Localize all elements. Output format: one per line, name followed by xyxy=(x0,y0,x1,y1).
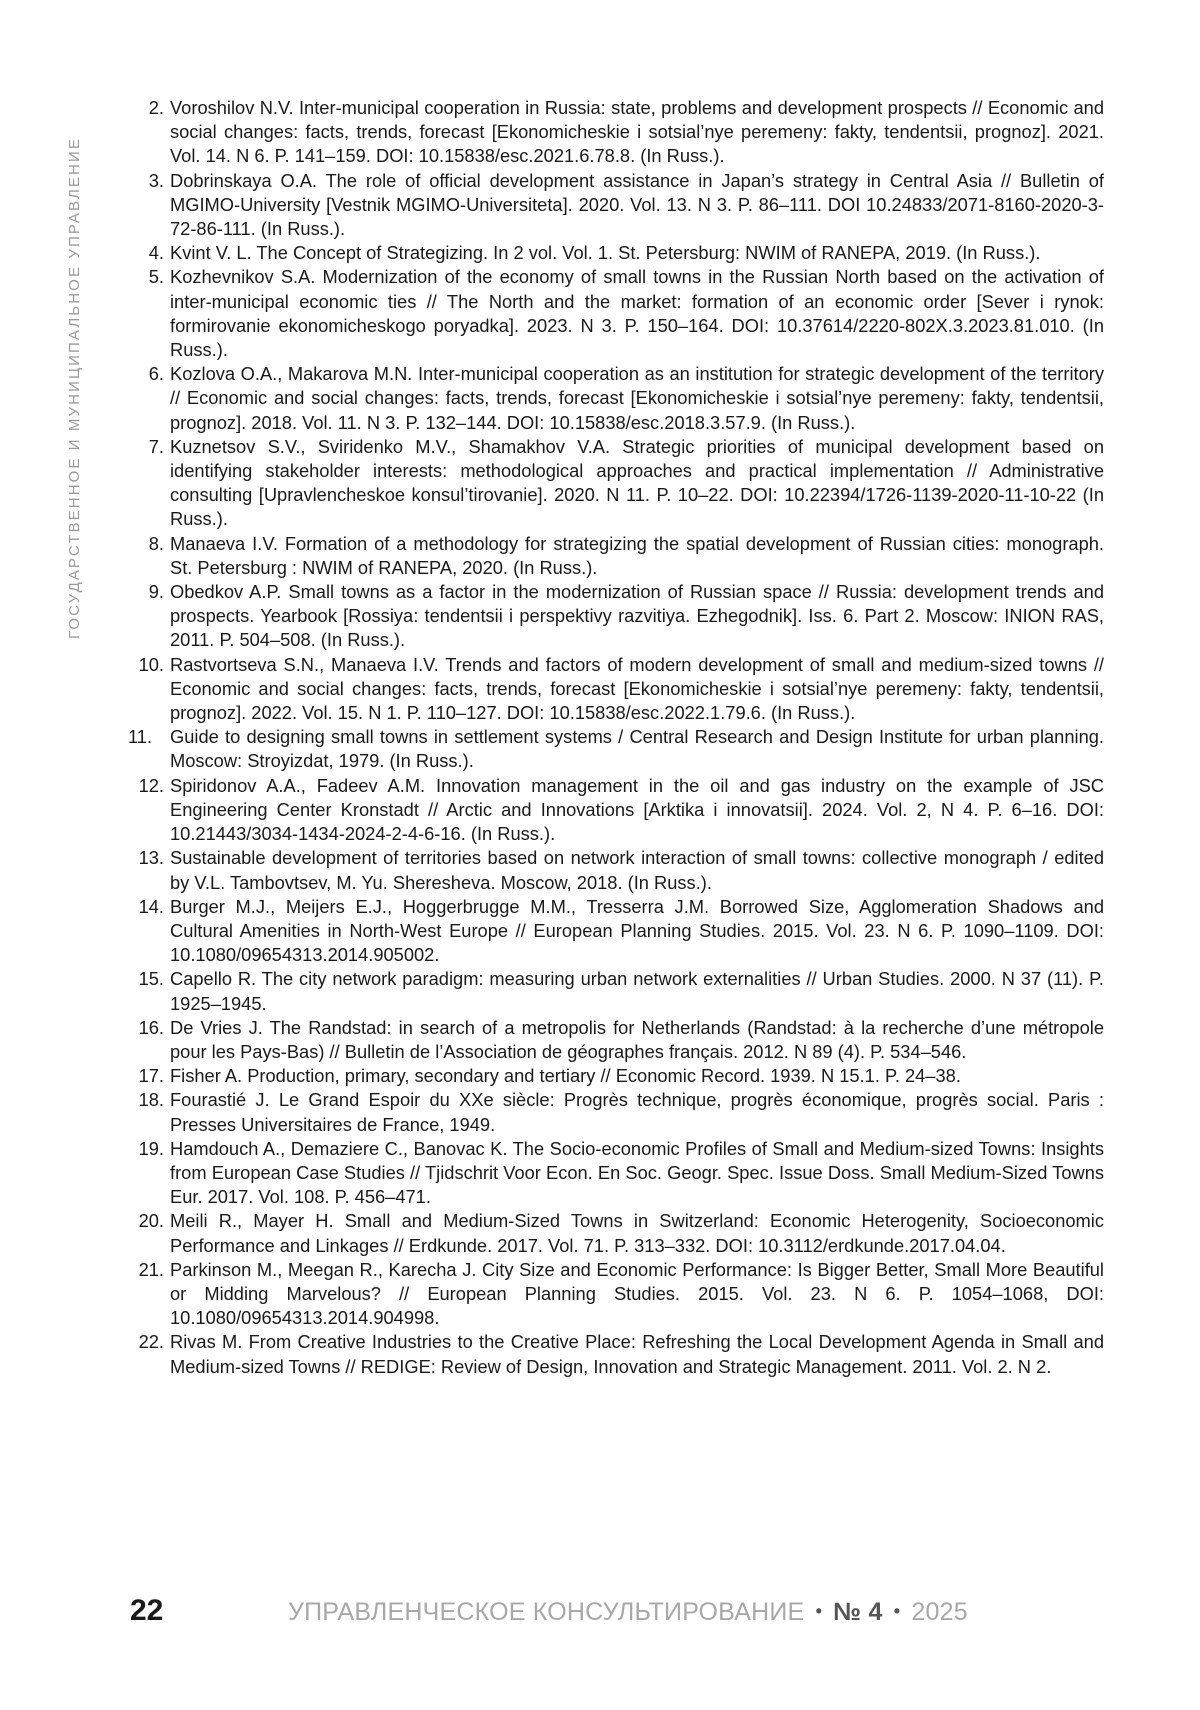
section-side-title-text: ГОСУДАРСТВЕННОЕ И МУНИЦИПАЛЬНОЕ УПРАВЛЕНИЕ xyxy=(66,98,83,678)
reference-text: Capello R. The city network paradigm: measuring urban network externalities // Urban Studies. 2000. N 37 (11). P. 1925–1945. xyxy=(170,968,1104,1013)
reference-item xyxy=(130,435,1104,532)
reference-item xyxy=(130,846,1104,894)
reference-number: 22. xyxy=(130,1330,164,1354)
reference-number: 16. xyxy=(130,1016,164,1040)
reference-item xyxy=(130,265,1104,362)
reference-item xyxy=(130,532,1104,580)
reference-item xyxy=(130,1209,1104,1257)
reference-text: Voroshilov N.V. Inter-municipal cooperation in Russia: state, problems and development prospects // Economic and social changes: facts, trends, forecast [Ekonomicheskie i sotsial’nye peremeny: fakty, tendentsii, prognoz]. 2021. Vol. 14. N 6. P. 141–159. DOI: 10.15838/esc.2021.6.78.8. (In Russ.). xyxy=(170,97,1104,166)
reference-number: 4. xyxy=(130,241,164,265)
reference-number: 7. xyxy=(130,435,164,459)
reference-number: 18. xyxy=(130,1088,164,1112)
reference-item xyxy=(130,967,1104,1015)
reference-item xyxy=(130,362,1104,435)
reference-text: Fourastié J. Le Grand Espoir du XXe siècle: Progrès technique, progrès économique, progrès social. Paris : Presses Universitaires de France, 1949. xyxy=(170,1089,1104,1134)
reference-number: 20. xyxy=(130,1209,164,1233)
section-side-title xyxy=(66,98,86,678)
reference-text: Hamdouch A., Demaziere C., Banovac K. The Socio-economic Profiles of Small and Medium-sized Towns: Insights from European Case Studies // Tjidschrit Voor Econ. En Soc. Geogr. Spec. Issue Doss. Small Medium-Sized Towns Eur. 2017. Vol. 108. P. 456–471. xyxy=(170,1138,1104,1207)
reference-number: 11. xyxy=(128,725,162,749)
reference-number: 8. xyxy=(130,532,164,556)
reference-number: 3. xyxy=(130,169,164,193)
reference-text: Spiridonov A.A., Fadeev A.M. Innovation management in the oil and gas industry on the example of JSC Engineering Center Kronstadt // Arctic and Innovations [Arktika i innovatsii]. 2024. Vol. 2, N 4. P. 6–16. DOI: 10.21443/3034-1434-2024-2-4-6-16. (In Russ.). xyxy=(170,775,1104,844)
reference-text: Burger M.J., Meijers E.J., Hoggerbrugge M.M., Tresserra J.M. Borrowed Size, Agglomeration Shadows and Cultural Amenities in North-West Europe // European Planning Studies. 2015. Vol. 23. N 6. P. 1090–1109. DOI: 10.1080/09654313.2014.905002. xyxy=(170,896,1104,965)
reference-number: 17. xyxy=(130,1064,164,1088)
reference-number: 13. xyxy=(130,846,164,870)
reference-text: De Vries J. The Randstad: in search of a metropolis for Netherlands (Randstad: à la recherche d’une métropole pour les Pays-Bas) // Bulletin de l’Association de géographes français. 2012. N 89 (4). P. 534–546. xyxy=(170,1017,1104,1062)
reference-number: 5. xyxy=(130,265,164,289)
reference-number: 6. xyxy=(130,362,164,386)
reference-item xyxy=(130,1258,1104,1331)
reference-list xyxy=(130,96,1104,1379)
reference-item xyxy=(130,1330,1104,1378)
journal-year: 2025 xyxy=(911,1598,967,1626)
reference-text: Guide to designing small towns in settlement systems / Central Research and Design Institute for urban planning. Moscow: Stroyizdat, 1979. (In Russ.). xyxy=(170,726,1104,771)
reference-number: 10. xyxy=(130,653,164,677)
reference-text: Kuznetsov S.V., Sviridenko M.V., Shamakhov V.A. Strategic priorities of municipal development based on identifying stakeholder interests: methodological approaches and practical implementation // Administrative consulting [Upravlencheskoe konsul’tirovanie]. 2020. N 11. P. 10–22. DOI: 10.22394/1726-1139-2020-11-10-22 (In Russ.). xyxy=(170,436,1104,530)
reference-item xyxy=(130,96,1104,169)
footer-separator-2: • xyxy=(894,1601,901,1621)
reference-item xyxy=(130,169,1104,242)
reference-item xyxy=(130,1064,1104,1088)
reference-item xyxy=(130,1088,1104,1136)
reference-item xyxy=(130,774,1104,847)
reference-number: 14. xyxy=(130,895,164,919)
reference-item xyxy=(130,580,1104,653)
reference-number: 21. xyxy=(130,1258,164,1282)
reference-item xyxy=(130,241,1104,265)
reference-text: Kozhevnikov S.A. Modernization of the economy of small towns in the Russian North based on the activation of inter-municipal economic ties // The North and the market: formation of an economic order [Sever i rynok: formirovanie ekonomicheskogo poryadka]. 2023. N 3. P. 150–164. DOI: 10.37614/2220-802X.3.2023.81.010. (In Russ.). xyxy=(170,266,1104,360)
journal-footer xyxy=(288,1598,968,1627)
journal-title: УПРАВЛЕНЧЕСКОЕ КОНСУЛЬТИРОВАНИЕ xyxy=(288,1598,804,1626)
reference-text: Rivas M. From Creative Industries to the Creative Place: Refreshing the Local Development Agenda in Small and Medium-sized Towns // REDIGE: Review of Design, Innovation and Strategic Management. 2011. Vol. 2. N 2. xyxy=(170,1331,1104,1376)
reference-item xyxy=(130,653,1104,726)
reference-number: 12. xyxy=(130,774,164,798)
reference-text: Kvint V. L. The Concept of Strategizing. In 2 vol. Vol. 1. St. Petersburg: NWIM of RANEPA, 2019. (In Russ.). xyxy=(170,242,1040,263)
reference-number: 15. xyxy=(130,967,164,991)
reference-text: Sustainable development of territories based on network interaction of small towns: collective monograph / edited by V.L. Tambovtsev, M. Yu. Sheresheva. Moscow, 2018. (In Russ.). xyxy=(170,847,1104,892)
reference-item xyxy=(130,1016,1104,1064)
reference-number: 2. xyxy=(130,96,164,120)
reference-item xyxy=(130,895,1104,968)
reference-text: Meili R., Mayer H. Small and Medium-Sized Towns in Switzerland: Economic Heterogenity, Socioeconomic Performance and Linkages // Erdkunde. 2017. Vol. 71. P. 313–332. DOI: 10.3112/erdkunde.2017.04.04. xyxy=(170,1210,1104,1255)
reference-number: 19. xyxy=(130,1137,164,1161)
reference-item xyxy=(130,1137,1104,1210)
reference-text: Fisher A. Production, primary, secondary and tertiary // Economic Record. 1939. N 15.1. P. 24–38. xyxy=(170,1065,961,1086)
reference-text: Manaeva I.V. Formation of a methodology for strategizing the spatial development of Russian cities: monograph. St. Petersburg : NWIM of RANEPA, 2020. (In Russ.). xyxy=(170,533,1104,578)
page-number: 22 xyxy=(130,1594,163,1628)
journal-issue: № 4 xyxy=(833,1598,882,1626)
reference-text: Obedkov A.P. Small towns as a factor in the modernization of Russian space // Russia: development trends and prospects. Yearbook [Rossiya: tendentsii i perspektivy razvitiya. Ezhegodnik]. Iss. 6. Part 2. Moscow: INION RAS, 2011. P. 504–508. (In Russ.). xyxy=(170,581,1104,650)
reference-number: 9. xyxy=(130,580,164,604)
reference-text: Rastvortseva S.N., Manaeva I.V. Trends and factors of modern development of small and medium-sized towns // Economic and social changes: facts, trends, forecast [Ekonomicheskie i sotsial’nye peremeny: fakty, tendentsii, prognoz]. 2022. Vol. 15. N 1. P. 110–127. DOI: 10.15838/esc.2022.1.79.6. (In Russ.). xyxy=(170,654,1104,723)
reference-text: Parkinson M., Meegan R., Karecha J. City Size and Economic Performance: Is Bigger Better, Small More Beautiful or Midding Marvelous? // European Planning Studies. 2015. Vol. 23. N 6. P. 1054–1068, DOI: 10.1080/09654313.2014.904998. xyxy=(170,1259,1104,1328)
footer-separator-1: • xyxy=(816,1601,823,1621)
reference-text: Dobrinskaya O.A. The role of official development assistance in Japan’s strategy in Central Asia // Bulletin of MGIMO-University [Vestnik MGIMO-Universiteta]. 2020. Vol. 13. N 3. P. 86–111. DOI 10.24833/2071-8160-2020-3-72-86-111. (In Russ.). xyxy=(170,170,1104,239)
reference-item xyxy=(130,725,1104,773)
reference-text: Kozlova O.A., Makarova M.N. Inter-municipal cooperation as an institution for strategic development of the territory // Economic and social changes: facts, trends, forecast [Ekonomicheskie i sotsial’nye peremeny: fakty, tendentsii, prognoz]. 2018. Vol. 11. N 3. P. 132–144. DOI: 10.15838/esc.2018.3.57.9. (In Russ.). xyxy=(170,363,1104,432)
